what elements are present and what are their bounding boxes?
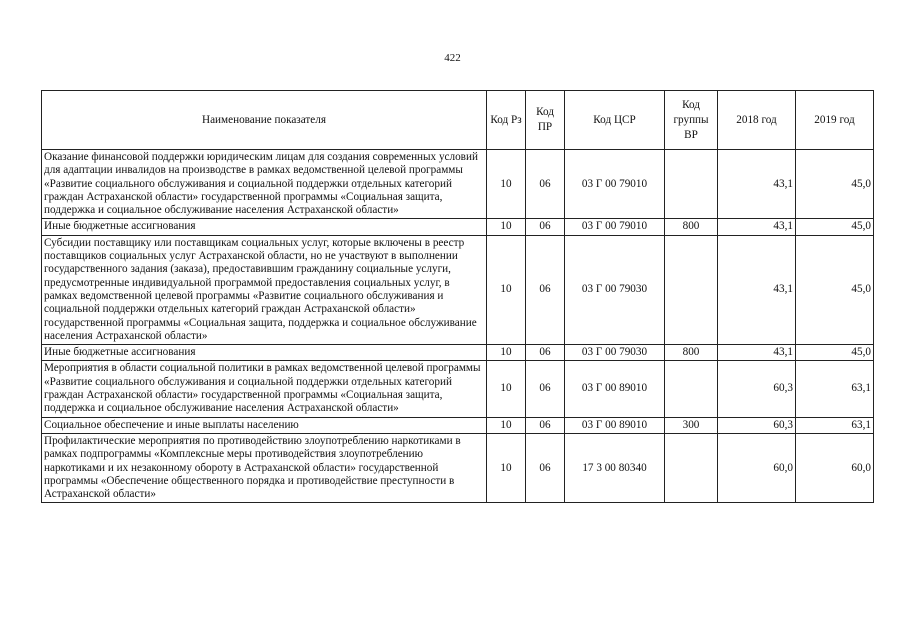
row-rz: 10 [487,417,526,433]
page-number: 422 [444,52,461,64]
header-pr: Код ПР [526,91,565,150]
row-csr: 17 3 00 80340 [565,433,665,502]
table-row [42,150,874,219]
row-vr [665,361,718,417]
header-vr: Код группы ВР [665,91,718,150]
row-2018: 43,1 [718,345,796,361]
row-name: Иные бюджетные ассигнования [42,219,487,235]
row-pr: 06 [526,150,565,219]
row-name: Оказание финансовой поддержки юридическим лицам для создания современных условий для адаптации инвалидов на производстве в рамках ведомственной целевой программы «Развитие социального обслуживания и социальной поддержки отдельных категорий граждан Астраханской области» государственной программы «Социальная защита, поддержка и социальное обслуживание населения Астраханской области» [42,150,487,219]
row-vr: 800 [665,345,718,361]
row-rz: 10 [487,150,526,219]
header-2018: 2018 год [718,91,796,150]
row-rz: 10 [487,235,526,344]
row-pr: 06 [526,433,565,502]
row-csr: 03 Г 00 89010 [565,417,665,433]
row-pr: 06 [526,417,565,433]
row-vr: 300 [665,417,718,433]
row-2018: 60,0 [718,433,796,502]
row-2018: 60,3 [718,361,796,417]
header-name: Наименование показателя [42,91,487,150]
row-2019: 63,1 [796,417,874,433]
row-name: Профилактические мероприятия по противодействию злоупотреблению наркотиками в рамках подпрограммы «Комплексные меры противодействия злоупотреблению наркотиками и их незаконному обороту в Астраханской области» государственной программы «Обеспечение общественного порядка и противодействие преступности в Астраханской области» [42,433,487,502]
row-csr: 03 Г 00 79010 [565,219,665,235]
row-name: Субсидии поставщику или поставщикам социальных услуг, которые включены в реестр поставщиков социальных услуг Астраханской области, но не участвуют в выполнении государственного задания (заказа), предоставившим гражданину социальные услуги, предусмотренные индивидуальной программой предоставления социальных услуг, в рамках ведомственной целевой программы «Развитие социального обслуживания и социальной поддержки отдельных категорий граждан Астраханской области» государственной программы «Социальная защита, поддержка и социальное обслуживание населения Астраханской области» [42,235,487,344]
row-csr: 03 Г 00 79010 [565,150,665,219]
table-row [42,433,874,502]
row-rz: 10 [487,345,526,361]
row-name: Мероприятия в области социальной политики в рамках ведомственной целевой программы «Развитие социального обслуживания и социальной поддержки отдельных категорий граждан Астраханской области» государственной программы «Социальная защита, поддержка и социальное обслуживание населения Астраханской области» [42,361,487,417]
row-2018: 43,1 [718,219,796,235]
row-name: Иные бюджетные ассигнования [42,345,487,361]
row-vr [665,433,718,502]
table-row [42,235,874,344]
row-pr: 06 [526,345,565,361]
table-row [42,417,874,433]
row-pr: 06 [526,235,565,344]
table-row [42,345,874,361]
row-rz: 10 [487,219,526,235]
row-vr [665,235,718,344]
row-2019: 45,0 [796,235,874,344]
row-pr: 06 [526,361,565,417]
row-rz: 10 [487,361,526,417]
table-row [42,361,874,417]
row-pr: 06 [526,219,565,235]
header-csr: Код ЦСР [565,91,665,150]
row-2018: 43,1 [718,150,796,219]
row-2019: 45,0 [796,219,874,235]
row-vr: 800 [665,219,718,235]
row-2019: 45,0 [796,345,874,361]
row-vr [665,150,718,219]
row-csr: 03 Г 00 79030 [565,345,665,361]
table-row [42,219,874,235]
row-2018: 60,3 [718,417,796,433]
header-2019: 2019 год [796,91,874,150]
row-rz: 10 [487,433,526,502]
row-csr: 03 Г 00 79030 [565,235,665,344]
row-2019: 45,0 [796,150,874,219]
row-2019: 63,1 [796,361,874,417]
table-header-row [42,91,874,150]
header-rz: Код Рз [487,91,526,150]
row-2018: 43,1 [718,235,796,344]
row-name: Социальное обеспечение и иные выплаты населению [42,417,487,433]
row-csr: 03 Г 00 89010 [565,361,665,417]
row-2019: 60,0 [796,433,874,502]
budget-table [41,90,874,503]
